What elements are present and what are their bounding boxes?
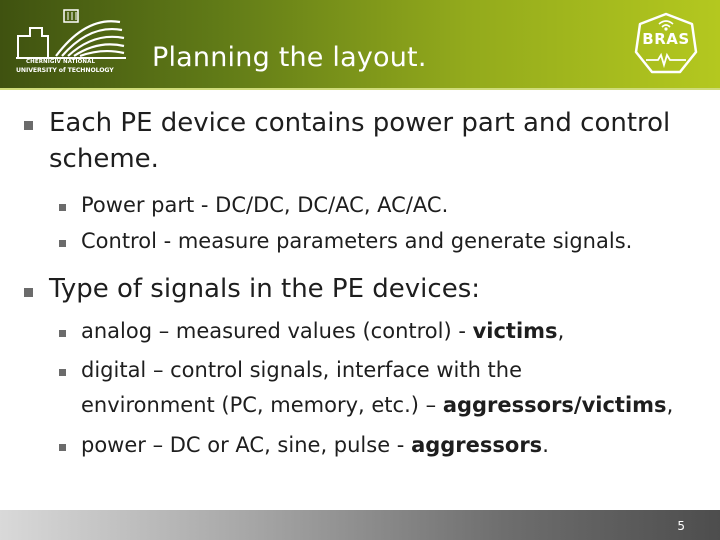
bullet-marker bbox=[24, 288, 33, 297]
bullet-marker bbox=[24, 121, 33, 130]
sub-bullet-marker bbox=[59, 444, 66, 451]
sub-bullet-2-2-cont: environment (PC, memory, etc.) – aggressors/victims, bbox=[81, 393, 674, 417]
sub-bullet-marker bbox=[59, 240, 66, 247]
sub-bullet-marker bbox=[59, 369, 66, 376]
sub-bullet-2-3: power – DC or AC, sine, pulse - aggressors. bbox=[81, 433, 549, 457]
page-number: 5 bbox=[677, 519, 685, 533]
bras-logo-text: BRAS bbox=[642, 30, 690, 48]
bullet-2-text: Type of signals in the PE devices: bbox=[49, 274, 481, 304]
sub-bullet-2-1: analog – measured values (control) - victims, bbox=[81, 319, 565, 343]
university-line2: UNIVERSITY of TECHNOLOGY bbox=[16, 67, 114, 74]
slide-title: Planning the layout. bbox=[152, 42, 427, 73]
sub-bullet-marker bbox=[59, 330, 66, 337]
sub-bullet-2-2: digital – control signals, interface with the bbox=[81, 358, 523, 382]
sub-bullet-marker bbox=[59, 204, 66, 211]
footer-bar bbox=[0, 510, 720, 540]
sub-bullet-1-2: Control - measure parameters and generate signals. bbox=[81, 229, 633, 253]
bullet-1-text: Each PE device contains power part and control bbox=[49, 108, 671, 138]
university-line1: CHERNIGIV NATIONAL bbox=[26, 59, 96, 65]
sub-bullet-1-1: Power part - DC/DC, DC/AC, AC/AC. bbox=[81, 193, 449, 217]
bullet-1-text-cont: scheme. bbox=[49, 144, 159, 174]
